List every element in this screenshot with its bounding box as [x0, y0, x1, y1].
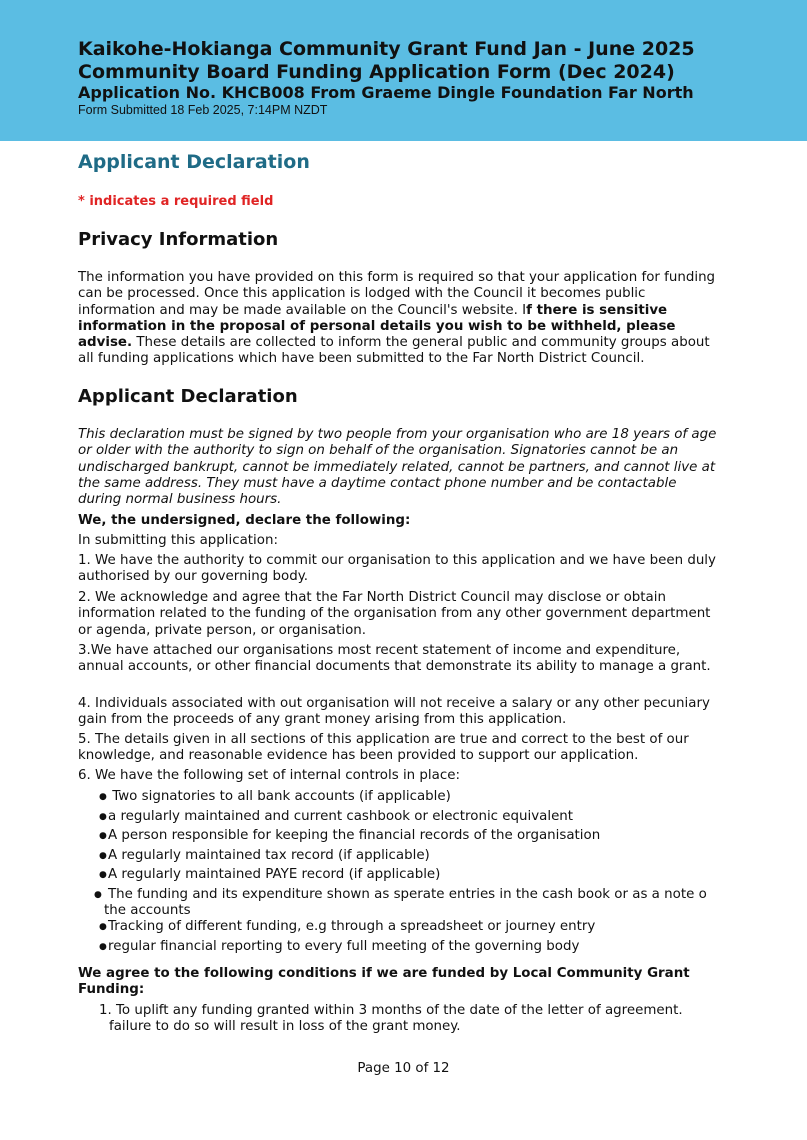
bullet-icon: ● — [99, 831, 107, 841]
undersigned-label: We, the undersigned, declare the following: — [78, 513, 411, 528]
submitting-label: In submitting this application: — [78, 533, 278, 548]
bullet-icon: ● — [99, 870, 107, 880]
fund-title: Kaikohe-Hokianga Community Grant Fund Jan - June 2025 — [78, 38, 695, 60]
control-item — [99, 789, 719, 805]
bullet-icon: ● — [99, 851, 107, 861]
control-item — [99, 848, 719, 864]
control-item — [99, 867, 719, 883]
declaration-intro: This declaration must be signed by two people from your organisation who are 18 years of age or older with the authority to sign on behalf of the organisation. Signatories cannot be an undischarged bankrupt, cannot be immediately related, cannot be partners, and cannot live at the same address. They must have a daytime contact phone number and be contactable during normal business hours. — [78, 427, 717, 508]
bullet-icon: ● — [99, 942, 107, 952]
privacy-text-part: The information you have provided on this form is required so that your application for funding can be processed. Once this application is lodged with the Council it becomes public information and may be made available on the Council's website. I — [78, 270, 716, 318]
control-text: regular financial reporting to every full meeting of the governing body — [108, 939, 580, 954]
bullet-icon: ● — [94, 890, 102, 900]
form-header — [0, 0, 807, 141]
control-text: The funding and its expenditure shown as sperate entries in the cash book or as a note o the accounts — [104, 887, 707, 919]
declaration-heading: Applicant Declaration — [78, 386, 298, 407]
declaration-item: 5. The details given in all sections of this application are true and correct to the best of our knowledge, and reasonable evidence has been provided to support our application. — [78, 732, 689, 764]
privacy-text-part: These details are collected to inform the general public and community groups about all funding applications which have been submitted to the Far North District Council. — [78, 335, 710, 367]
application-number: Application No. KHCB008 From Graeme Dingle Foundation Far North — [78, 83, 694, 102]
required-note: * indicates a required field — [78, 194, 274, 209]
section-title: Applicant Declaration — [78, 151, 310, 173]
condition-item: 1. To uplift any funding granted within 3 months of the date of the letter of agreement. failure to do so will result in loss of the grant money. — [99, 1003, 683, 1035]
declaration-item: 3.We have attached our organisations most recent statement of income and expenditure, annual accounts, or other financial documents that demonstrate its ability to manage a grant. — [78, 643, 711, 675]
control-text: Two signatories to all bank accounts (if applicable) — [108, 789, 451, 804]
privacy-text — [78, 270, 718, 368]
declaration-item: 4. Individuals associated with out organisation will not receive a salary or any other pecuniary gain from the proceeds of any grant money arising from this application. — [78, 696, 710, 728]
bullet-icon: ● — [99, 922, 107, 932]
control-item — [94, 887, 711, 920]
declaration-item: 1. We have the authority to commit our organisation to this application and we have been duly authorised by our governing body. — [78, 553, 716, 585]
control-text: a regularly maintained and current cashbook or electronic equivalent — [108, 809, 574, 824]
form-title: Community Board Funding Application Form (Dec 2024) — [78, 61, 675, 83]
control-item — [99, 919, 719, 935]
bullet-icon: ● — [99, 792, 107, 802]
control-text: Tracking of different funding, e.g through a spreadsheet or journey entry — [108, 919, 596, 934]
submitted-date: Form Submitted 18 Feb 2025, 7:14PM NZDT — [78, 103, 328, 117]
privacy-heading: Privacy Information — [78, 229, 279, 250]
control-text: A person responsible for keeping the financial records of the organisation — [108, 828, 601, 843]
control-item — [99, 809, 719, 825]
control-text: A regularly maintained PAYE record (if applicable) — [108, 867, 441, 882]
bullet-icon: ● — [99, 812, 107, 822]
page-number: Page 10 of 12 — [357, 1061, 450, 1076]
conditions-heading: We agree to the following conditions if we are funded by Local Community Grant Funding: — [78, 966, 690, 998]
control-item — [99, 828, 719, 844]
privacy-text-bold: f there is sensitive information in the proposal of personal details you wish to be withheld, please advise. — [78, 302, 676, 351]
declaration-item: 2. We acknowledge and agree that the Far North District Council may disclose or obtain information related to the funding of the organisation from any other government department or agenda, private person, or organisation. — [78, 590, 711, 638]
declaration-item: 6. We have the following set of internal controls in place: — [78, 768, 460, 783]
control-text: A regularly maintained tax record (if applicable) — [108, 848, 430, 863]
control-item — [99, 939, 719, 955]
